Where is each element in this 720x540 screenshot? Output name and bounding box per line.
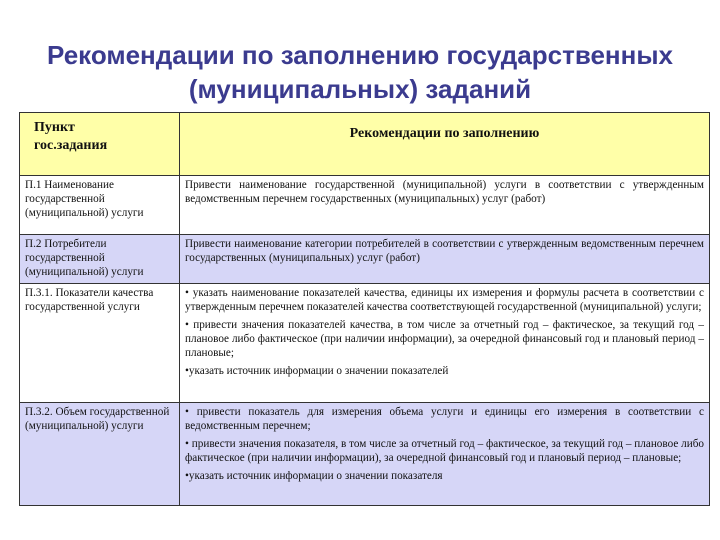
header-recommendations-column: Рекомендации по заполнению <box>180 113 710 176</box>
row-item-cell: П.3.2. Объем государственной (муниципальной) услуги <box>20 403 180 506</box>
recommendation-bullet: • привести показатель для измерения объема услуги и единицы его измерения в соответствии с ведомственным перечнем; <box>185 406 704 432</box>
row-item-cell: П.1 Наименование государственной (муниципальной) услуги <box>20 176 180 235</box>
table-header-row <box>20 113 710 176</box>
recommendations-table <box>19 112 710 506</box>
header-item-line-2: гос.задания <box>34 138 108 153</box>
recommendation-bullet: •указать источник информации о значении показателя <box>185 470 443 482</box>
recommendation-bullet: • указать наименование показателей качества, единицы их измерения и формулы расчета в соответствии с утвержденным перечнем показателей качества соответствующей государственной (муниципальной) услуги; <box>185 287 704 313</box>
row-recommendation-cell <box>180 235 710 284</box>
row-item-cell: П.3.1. Показатели качества государственной услуги <box>20 284 180 403</box>
recommendation-bullet: •указать источник информации о значении показателей <box>185 365 449 377</box>
slide-title <box>0 38 720 106</box>
slide-title-line-2: (муниципальных) заданий <box>188 74 532 104</box>
table-row <box>20 235 710 284</box>
recommendation-text: Привести наименование категории потребителей в соответствии с утвержденным ведомственным перечнем государственных (муниципальных) услуг (работ) <box>185 238 704 264</box>
table-row <box>20 284 710 403</box>
slide-title-line-1: Рекомендации по заполнению государственных <box>47 40 673 70</box>
row-item-cell: П.2 Потребители государственной (муниципальной) услуги <box>20 235 180 284</box>
row-recommendation-cell <box>180 403 710 506</box>
recommendation-bullet: • привести значения показателей качества, в том числе за отчетный год – фактическое, за текущий год – плановое либо фактическое (при наличии информации), за очередной финансовый год и плановый период – плановые; <box>185 319 704 359</box>
recommendation-text: Привести наименование государственной (муниципальной) услуги в соответствии с утвержденным ведомственным перечнем государственных (муниципальных) услуг (работ) <box>185 179 704 205</box>
header-item-line-1: Пункт <box>34 120 75 135</box>
header-item-column <box>20 113 180 176</box>
row-recommendation-cell <box>180 176 710 235</box>
table-row <box>20 176 710 235</box>
row-recommendation-cell <box>180 284 710 403</box>
recommendation-bullet: • привести значения показателя, в том числе за отчетный год – фактическое, за текущий год – плановое либо фактическое (при наличии информации), за очередной финансовый год и плановый период – плановые; <box>185 438 704 464</box>
table-row <box>20 403 710 506</box>
